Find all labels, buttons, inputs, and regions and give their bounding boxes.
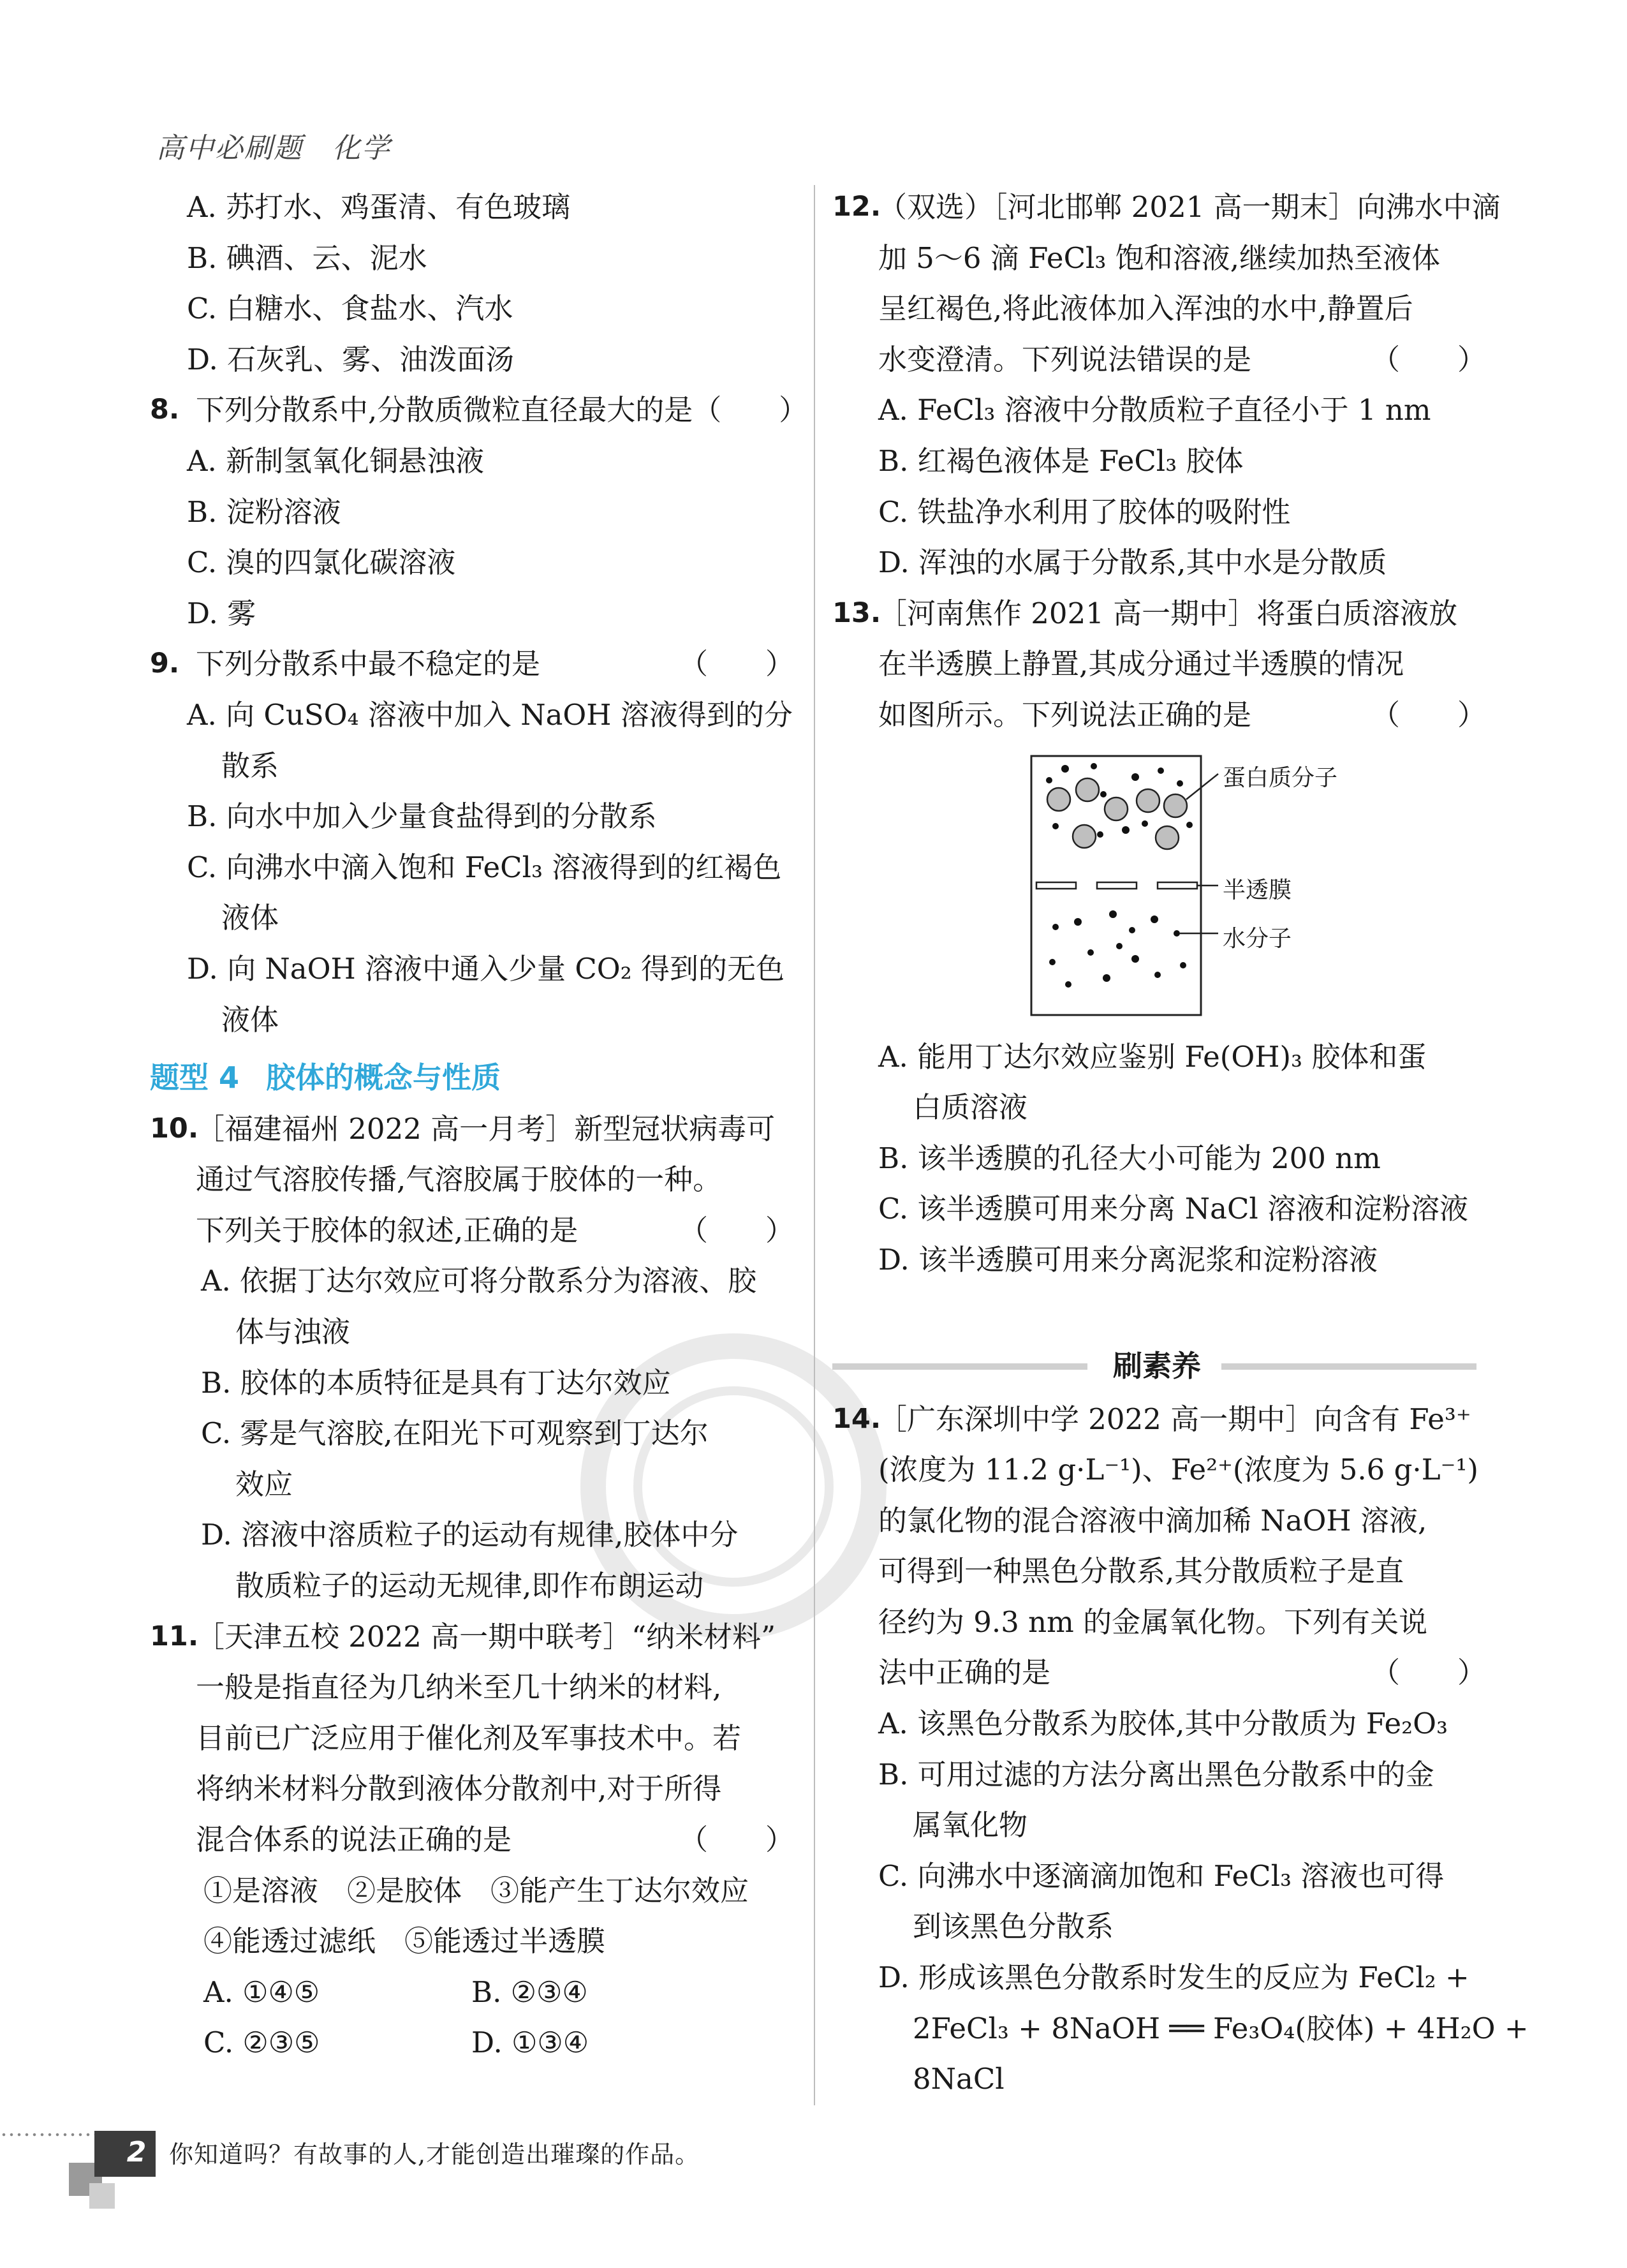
answer-paren: （ ） xyxy=(679,1823,794,1857)
question-number: 13. xyxy=(832,597,881,629)
q14-option-b: B. 可用过滤的方法分离出黑色分散系中的金 属氧化物 xyxy=(878,1757,1434,1842)
q11-statements-line-2: ④能透过滤纸 ⑤能透过半透膜 xyxy=(203,1924,606,1959)
separator-line-right xyxy=(1221,1363,1476,1370)
q11-choices xyxy=(150,1967,794,2068)
page-number-badge xyxy=(69,2131,158,2220)
question-text: 下列分散系中,分散质微粒直径最大的是（ ） xyxy=(196,393,808,427)
q11-choice-b: B. ②③④ xyxy=(471,1975,588,2009)
q7-option-b: B. 碘酒、云、泥水 xyxy=(187,241,427,275)
section-heading: 刷素养 xyxy=(1113,1348,1201,1383)
semi-permeable-membrane xyxy=(1036,882,1197,889)
separator-line-left xyxy=(832,1363,1087,1370)
q9-option-a: A. 向 CuSO₄ 溶液中加入 NaOH 溶液得到的分 散系 xyxy=(187,697,793,783)
q12-option-d: D. 浑浊的水属于分散系,其中水是分散质 xyxy=(878,545,1387,580)
membrane-figure xyxy=(832,755,1486,1023)
question-number: 9. xyxy=(150,648,180,680)
question-number: 11. xyxy=(150,1620,199,1652)
question-number: 14. xyxy=(832,1402,881,1435)
question-10: 10. ［福建福州 2022 高一月考］新型冠状病毒可 通过气溶胶传播,气溶胶属于胶体的一种。 下列关于胶体的叙述,正确的是 （ ） xyxy=(150,1104,794,1256)
q13-option-b: B. 该半透膜的孔径大小可能为 200 nm xyxy=(878,1141,1381,1175)
question-12: 12. （双选）［河北邯郸 2021 高一期末］向沸水中滴 加 5～6 滴 FeCl₃ 饱和溶液,继续加热至液体 呈红褐色,将此液体加入浑浊的水中,静置后 水变澄清。下列说法错误的是 （ ） xyxy=(832,182,1486,385)
q14-option-a: A. 该黑色分散系为胶体,其中分散质为 Fe₂O₃ xyxy=(878,1707,1448,1741)
question-9 xyxy=(150,639,794,690)
answer-paren: （ ） xyxy=(1371,697,1486,732)
q10-option-a: A. 依据丁达尔效应可将分散系分为溶液、胶 体与浊液 xyxy=(201,1264,757,1349)
question-text: 下列分散系中最不稳定的是 （ ） xyxy=(196,639,794,690)
section-separator xyxy=(832,1330,1486,1394)
q10-option-b: B. 胶体的本质特征是具有丁达尔效应 xyxy=(201,1365,671,1400)
question-number: 10. xyxy=(150,1112,199,1145)
q7-option-c: C. 白糖水、食盐水、汽水 xyxy=(187,292,513,326)
answer-paren: （ ） xyxy=(679,1213,794,1247)
q14-option-c: C. 向沸水中逐滴滴加饱和 FeCl₃ 溶液也可得 到该黑色分散系 xyxy=(878,1858,1445,1944)
q11-choice-d: D. ①③④ xyxy=(471,2026,589,2060)
answer-paren: （ ） xyxy=(1371,342,1486,376)
q13-option-a: A. 能用丁达尔效应鉴别 Fe(OH)₃ 胶体和蛋 白质溶液 xyxy=(878,1039,1427,1125)
q8-option-b: B. 淀粉溶液 xyxy=(187,494,341,529)
q12-option-b: B. 红褐色液体是 FeCl₃ 胶体 xyxy=(878,443,1244,478)
page-number: 2 xyxy=(126,2136,147,2168)
column-divider xyxy=(814,185,815,2105)
q9-option-b: B. 向水中加入少量食盐得到的分散系 xyxy=(187,799,657,834)
question-13: 13. ［河南焦作 2021 高一期中］将蛋白质溶液放 在半透膜上静置,其成分通过半透膜的情况 如图所示。下列说法正确的是 （ ） xyxy=(832,588,1486,741)
footer-quote: 你知道吗？有故事的人,才能创造出璀璨的作品。 xyxy=(169,2140,700,2168)
q9-option-d: D. 向 NaOH 溶液中通入少量 CO₂ 得到的无色 液体 xyxy=(187,951,785,1037)
q11-statements-line-1: ①是溶液 ②是胶体 ③能产生丁达尔效应 xyxy=(203,1873,749,1908)
membrane-label: 半透膜 xyxy=(1223,877,1292,903)
q8-option-a: A. 新制氢氧化铜悬浊液 xyxy=(187,443,485,478)
q8-option-c: C. 溴的四氯化碳溶液 xyxy=(187,545,456,580)
q11-choice-a: A. ①④⑤ xyxy=(203,1975,320,2009)
answer-paren: （ ） xyxy=(1371,1656,1486,1690)
q12-option-c: C. 铁盐净水利用了胶体的吸附性 xyxy=(878,494,1291,529)
section-heading: 题型 4 胶体的概念与性质 xyxy=(150,1060,501,1095)
right-column xyxy=(832,182,1529,2105)
q10-option-d: D. 溶液中溶质粒子的运动有规律,胶体中分 散质粒子的运动无规律,即作布朗运动 xyxy=(201,1518,739,1603)
question-14: 14. ［广东深圳中学 2022 高一期中］向含有 Fe³⁺ (浓度为 11.2 g·L⁻¹)、Fe²⁺(浓度为 5.6 g·L⁻¹) 的氯化物的混合溶液中滴加稀 NaOH 溶液, 可得到一种黑色分散系,其分散质粒子是直 径约为 9.3 nm 的金属氧化物。下列有关说 法中正确的是 （ ） xyxy=(832,1394,1486,1699)
q12-option-a: A. FeCl₃ 溶液中分散质粒子直径小于 1 nm xyxy=(878,393,1431,427)
running-header: 高中必刷题 化学 xyxy=(156,132,391,165)
q13-option-d: D. 该半透膜可用来分离泥浆和淀粉溶液 xyxy=(878,1242,1378,1277)
protein-molecules xyxy=(1047,778,1187,849)
q7-option-d: D. 石灰乳、雾、油泼面汤 xyxy=(187,342,515,376)
question-8 xyxy=(150,385,808,436)
left-column xyxy=(150,182,808,2068)
q10-option-c: C. 雾是气溶胶,在阳光下可观察到丁达尔 效应 xyxy=(201,1416,709,1501)
protein-label: 蛋白质分子 xyxy=(1223,764,1338,791)
question-number: 12. xyxy=(832,191,881,223)
question-11: 11. ［天津五校 2022 高一期中联考］“纳米材料” 一般是指直径为几纳米至几十纳米的材料, 目前已广泛应用于催化剂及军事技术中。若 将纳米材料分散到液体分散剂中,对于所得 混合体系的说法正确的是 （ ） xyxy=(150,1612,794,1865)
question-number: 8. xyxy=(150,394,180,426)
q9-option-c: C. 向沸水中滴入饱和 FeCl₃ 溶液得到的红褐色 液体 xyxy=(187,850,782,935)
water-label: 水分子 xyxy=(1223,925,1292,952)
answer-paren: （ ） xyxy=(679,647,794,681)
water-molecules-bottom xyxy=(1049,910,1186,988)
q11-choice-c: C. ②③⑤ xyxy=(203,2026,320,2060)
q8-option-d: D. 雾 xyxy=(187,596,256,630)
q13-option-c: C. 该半透膜可用来分离 NaCl 溶液和淀粉溶液 xyxy=(878,1192,1469,1226)
q7-option-a: A. 苏打水、鸡蛋清、有色玻璃 xyxy=(187,190,571,224)
q14-option-d: D. 形成该黑色分散系时发生的反应为 FeCl₂ + 2FeCl₃ + 8NaOH ══ Fe₃O₄(胶体) + 4H₂O + 8NaCl xyxy=(878,1960,1529,2096)
